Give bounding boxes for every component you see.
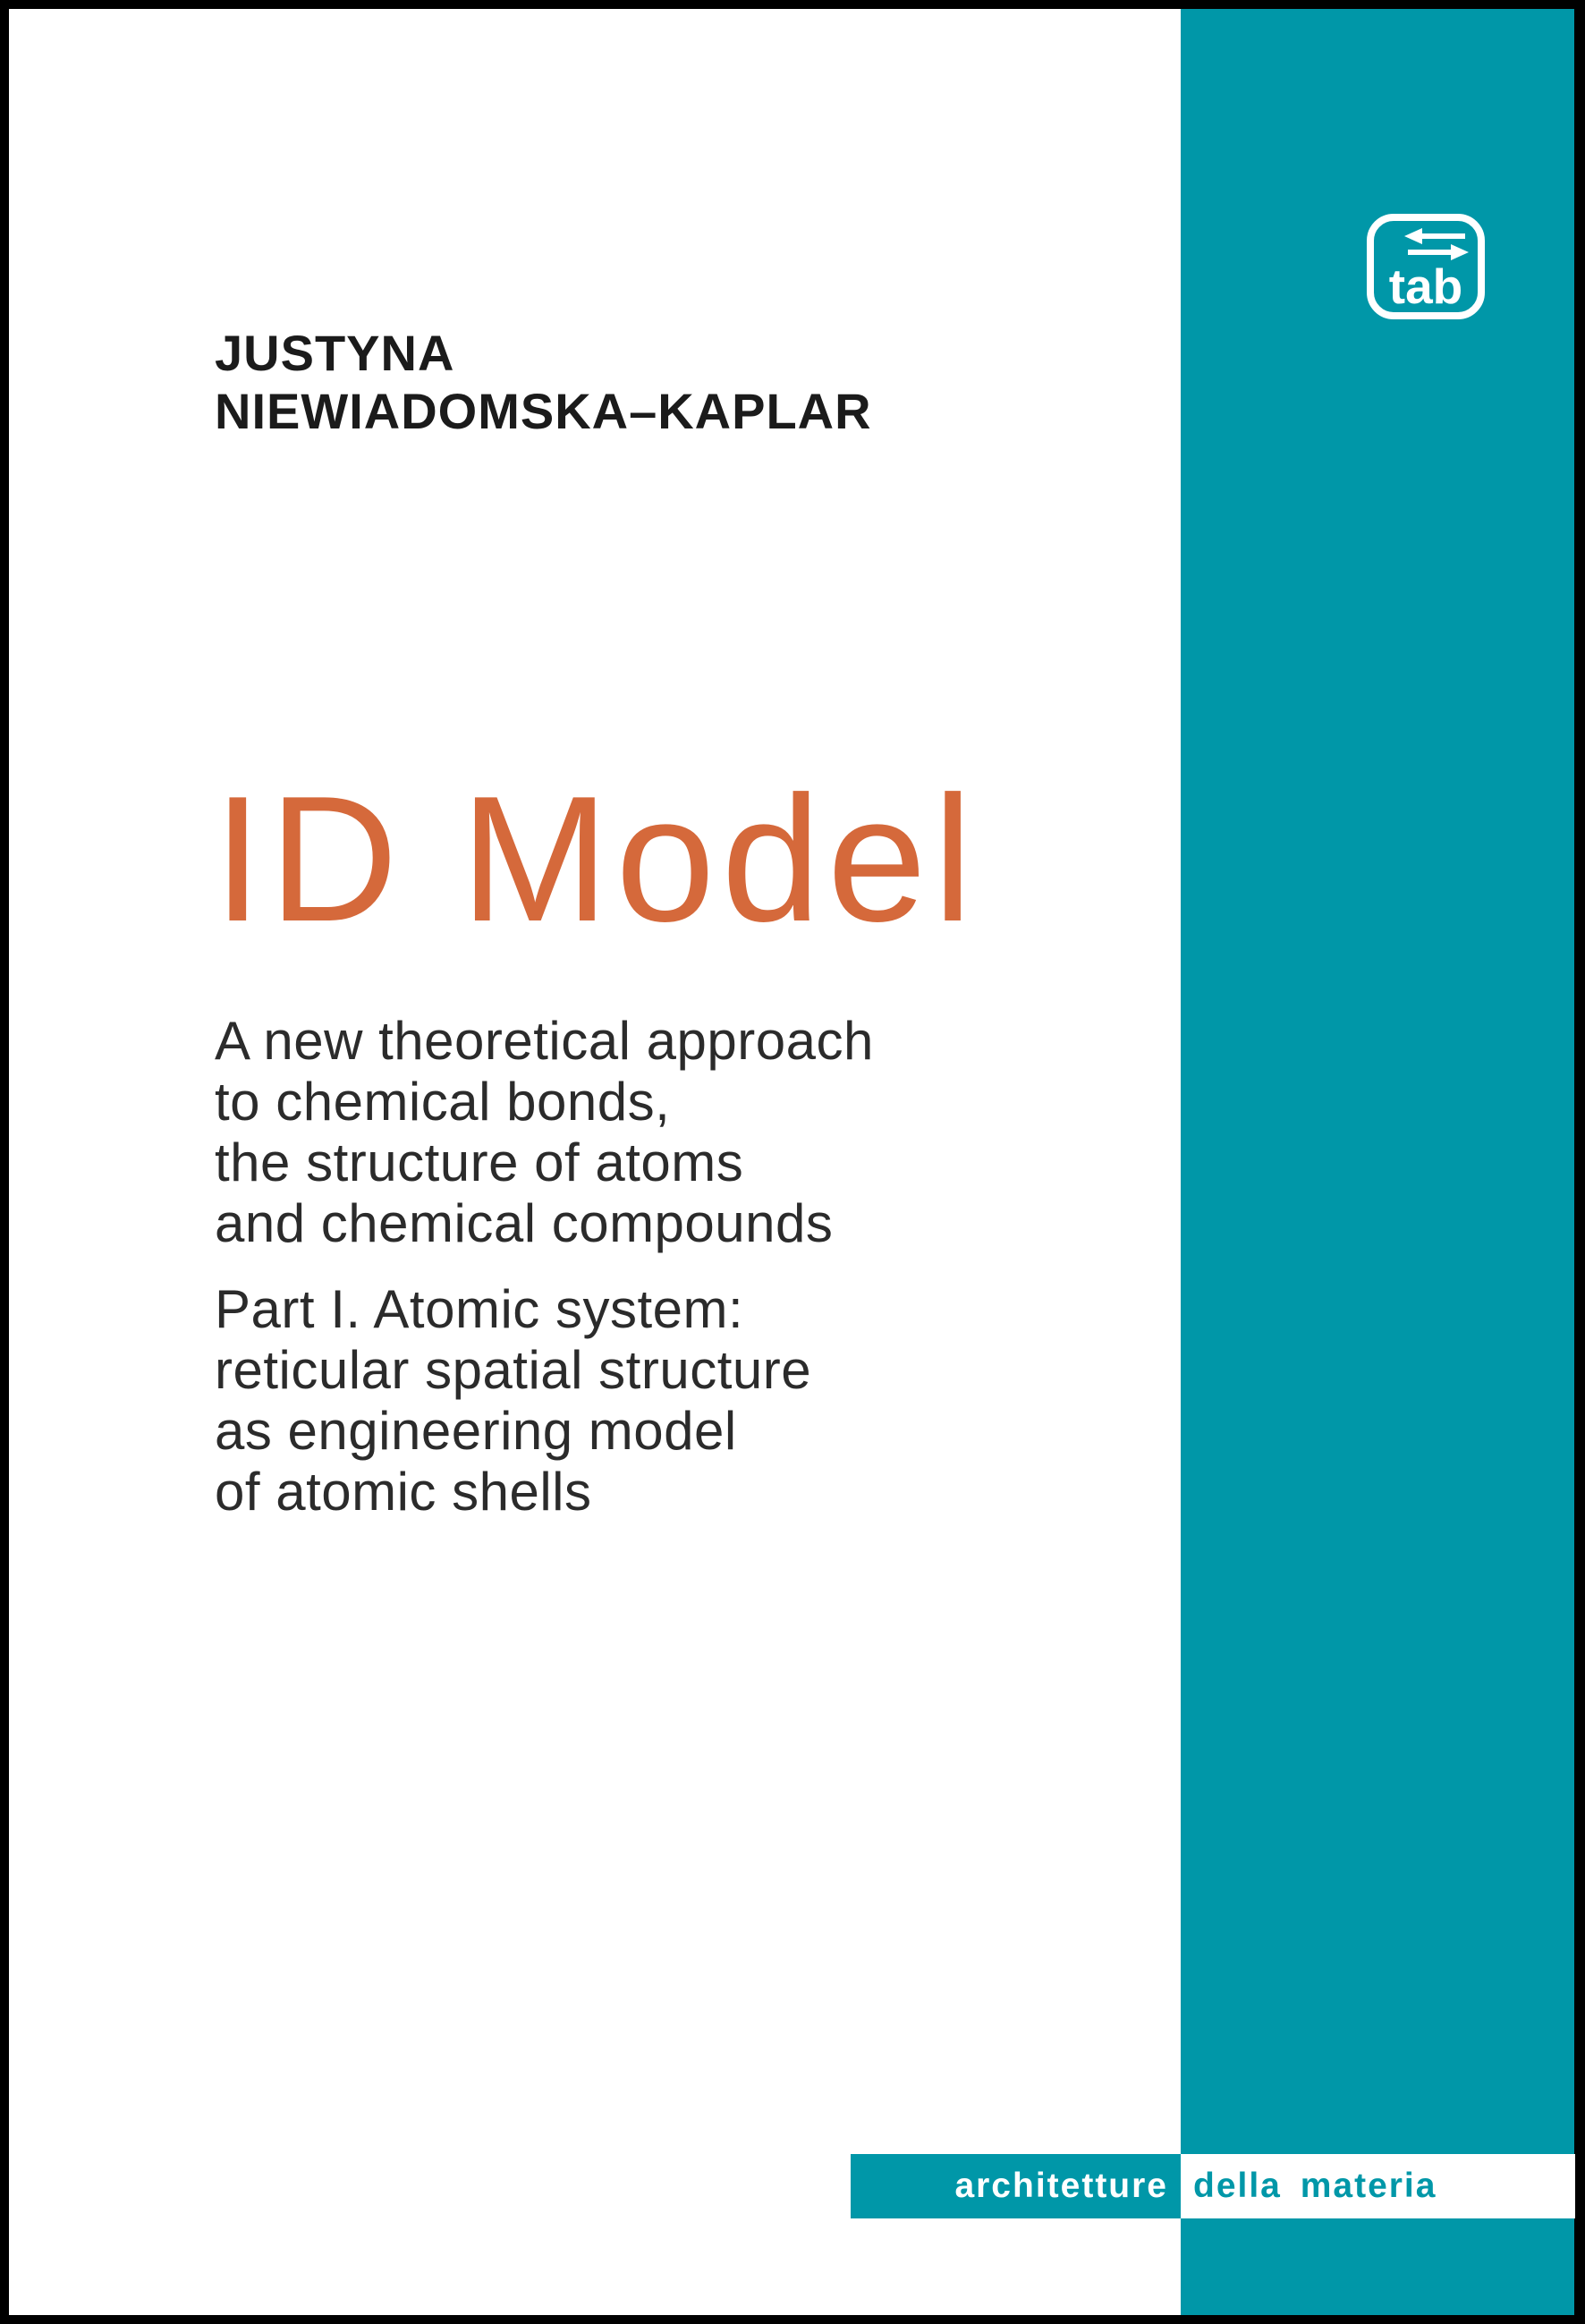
series-banner-right: della materia	[1181, 2154, 1575, 2218]
transfer-arrows-icon	[1403, 228, 1471, 262]
subtitle-line: the structure of atoms	[215, 1132, 744, 1192]
author-name	[215, 324, 872, 440]
subtitle-line: and chemical compounds	[215, 1193, 834, 1253]
part-line: of atomic shells	[215, 1462, 592, 1522]
publisher-logo	[1367, 214, 1485, 319]
publisher-logo-text: tab	[1388, 259, 1463, 314]
book-subtitle	[215, 1011, 874, 1254]
series-banner-left: architetture	[851, 2154, 1181, 2218]
series-banner	[851, 2154, 1575, 2218]
author-last-name: NIEWIADOMSKA–KAPLAR	[215, 383, 872, 439]
part-line: Part I. Atomic system:	[215, 1279, 744, 1339]
author-first-name: JUSTYNA	[215, 325, 455, 381]
part-line: as engineering model	[215, 1401, 737, 1461]
book-title: ID Model	[213, 759, 979, 959]
subtitle-line: to chemical bonds,	[215, 1072, 671, 1132]
part-line: reticular spatial structure	[215, 1340, 812, 1400]
subtitle-line: A new theoretical approach	[215, 1011, 874, 1071]
part-title	[215, 1279, 811, 1522]
teal-side-band	[1181, 9, 1574, 2315]
